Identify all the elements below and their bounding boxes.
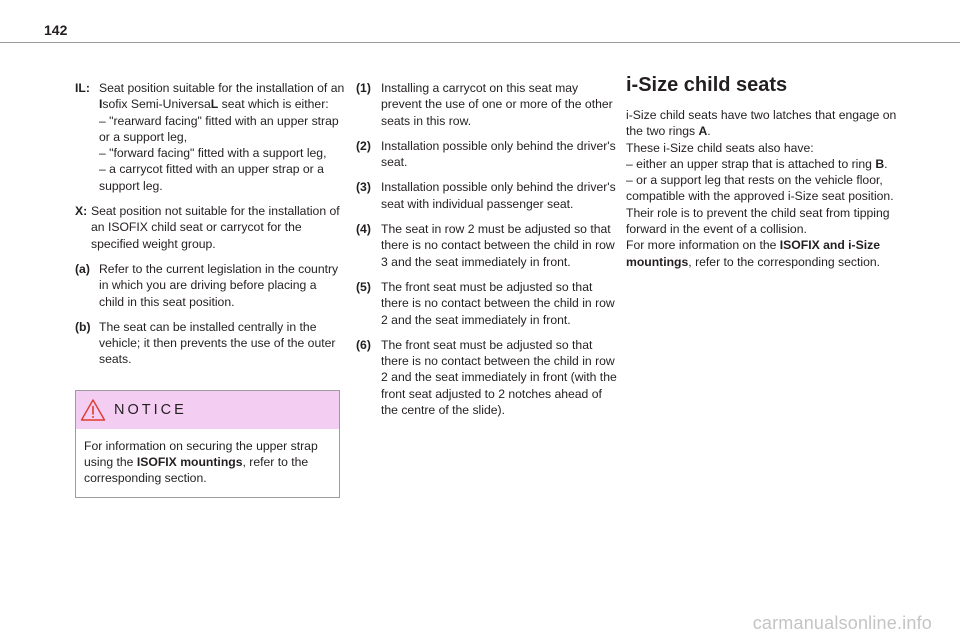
notice-title: NOTICE [114, 401, 187, 418]
footnote-text: Installation possible only behind the driver's seat with individual passenger seat. [381, 180, 616, 211]
watermark: carmanualsonline.info [752, 613, 932, 633]
isize-paragraph-role: Their role is to prevent the child seat from tipping forward in the event of a collision. [626, 205, 890, 237]
legend-text-x: Seat position not suitable for the installation of an ISOFIX child seat or carrycot for the specified weight group. [91, 204, 340, 251]
middle-column [356, 80, 618, 427]
left-column [75, 80, 345, 498]
isofix-isize-mountings-reference: ISOFIX and i-Size mountings [626, 238, 881, 269]
isofix-mountings-reference: ISOFIX mountings [136, 455, 243, 470]
footnote-text: The front seat must be adjusted so that there is no contact between the child in row 2 and the seat immediately in front (with the front seat adjusted to 2 notches ahead of the centre of the slide). [381, 337, 617, 418]
legend-entry-il [75, 80, 345, 194]
footnote-1 [356, 80, 618, 129]
legend-text-a: Refer to the current legislation in the country in which you are driving before placing a child in this seat position. [99, 261, 339, 309]
header-divider [0, 42, 960, 43]
footnote-text: The front seat must be adjusted so that there is no contact between the child in row 2 and the seat immediately in front. [381, 279, 615, 327]
footnote-key: (6) [356, 337, 371, 352]
ring-a-label: A [698, 124, 708, 139]
notice-header [76, 391, 339, 429]
footnote-key: (5) [356, 279, 371, 294]
legend-key-x: X: [75, 204, 88, 219]
footnote-text: Installation possible only behind the driver's seat. [381, 138, 616, 170]
section-title: i-Size child seats [626, 74, 788, 96]
notice-text: For information on securing the upper strap using the ISOFIX mountings, refer to the corresponding section. [84, 438, 318, 486]
legend-key-il: IL: [75, 81, 90, 95]
isize-paragraph-also-have: These i-Size child seats also have: [626, 140, 814, 155]
notice-box [75, 390, 340, 498]
footnote-4 [356, 221, 618, 270]
page-number: 142 [44, 22, 68, 38]
legend-entry-b [75, 319, 340, 368]
isize-paragraph-more-info: For more information on the ISOFIX and i-Size mountings, refer to the corresponding section. [626, 238, 881, 269]
footnote-6 [356, 337, 618, 418]
footnote-text: The seat in row 2 must be adjusted so that there is no contact between the child in row 3 and the seat immediately in front. [381, 222, 615, 269]
isize-option-upper-strap: – either an upper strap that is attached to ring B. [626, 156, 888, 171]
il-option-carrycot: – a carrycot fitted with an upper strap or a support leg. [99, 162, 324, 193]
isize-option-support-leg: – or a support leg that rests on the vehicle floor, compatible with the approved i-Size seat position. [626, 173, 894, 204]
right-column [626, 74, 906, 270]
legend-key-b: (b) [75, 319, 91, 334]
footnote-key: (2) [356, 138, 371, 153]
ring-b-label: B [875, 156, 885, 171]
warning-triangle-icon [80, 398, 106, 422]
footnote-text: Installing a carrycot on this seat may prevent the use of one or more of the other seats in this row. [381, 81, 613, 128]
legend-entry-x [75, 203, 340, 252]
isize-paragraph-latches: i-Size child seats have two latches that engage on the two rings A. [626, 108, 897, 139]
legend-text-b: The seat can be installed centrally in the vehicle; it then prevents the use of the outer seats. [99, 319, 336, 367]
legend-key-a: (a) [75, 261, 90, 276]
footnote-key: (4) [356, 222, 371, 237]
footnote-key: (1) [356, 81, 371, 95]
footnote-3 [356, 179, 618, 212]
legend-entry-a [75, 261, 340, 310]
footnote-5 [356, 279, 618, 328]
footnote-2 [356, 138, 618, 171]
il-option-rearward: – "rearward facing" fitted with an upper strap or a support leg, [99, 113, 339, 144]
il-option-forward: – "forward facing" fitted with a support leg, [99, 146, 327, 161]
legend-text-il: Seat position suitable for the installation of an Isofix Semi-UniversaL seat which is either: – "rearward facing" fitted with an upper strap or a support leg, – "forward facing" fitted with a support leg, – a carrycot fitted with an upper strap or a support leg. [99, 81, 345, 193]
footnote-key: (3) [356, 180, 371, 195]
